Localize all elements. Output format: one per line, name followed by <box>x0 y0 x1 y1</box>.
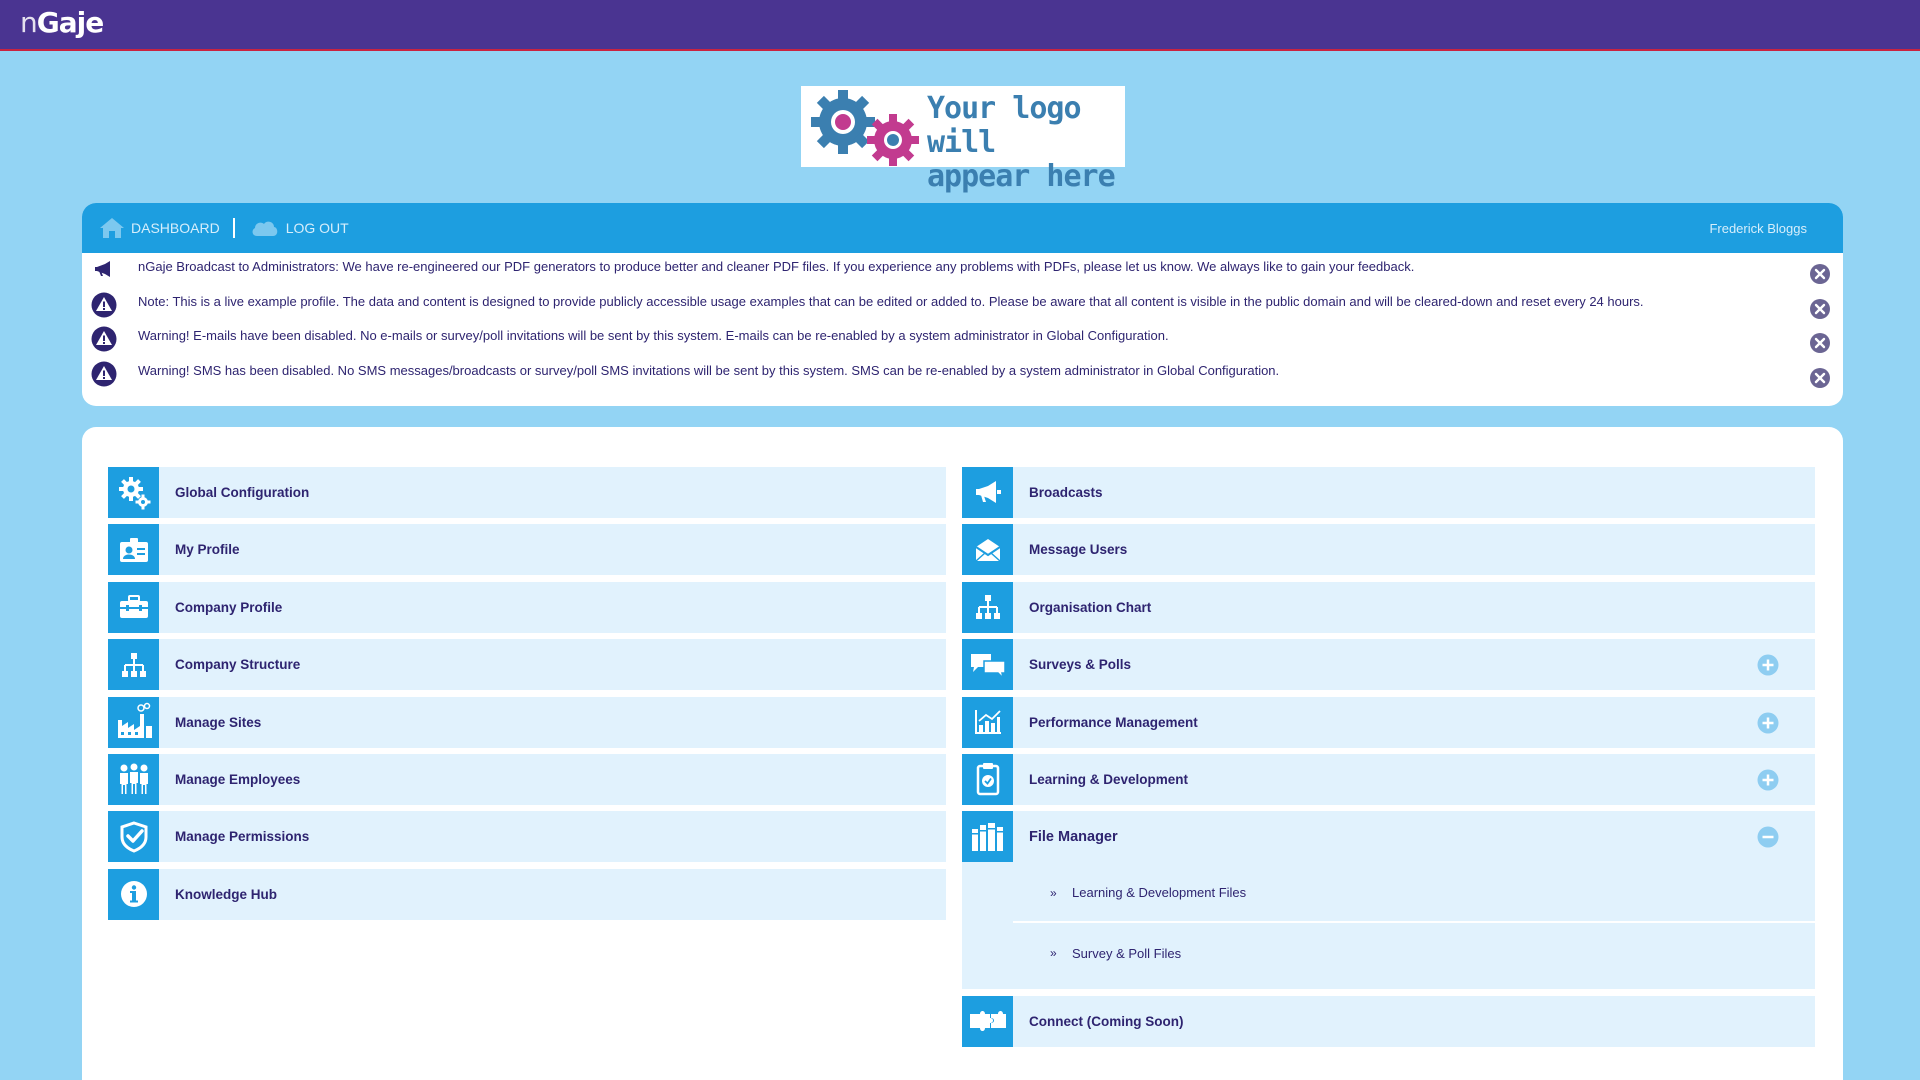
menu-label: Organisation Chart <box>1029 599 1152 615</box>
menu-label: Company Profile <box>175 599 283 615</box>
menu-manage-sites[interactable] <box>108 697 946 748</box>
submenu-label: Learning & Development Files <box>1072 885 1247 901</box>
files-icon <box>962 811 1013 862</box>
alert-text: Warning! E-mails have been disabled. No e-mails or survey/poll invitations will be sent by this system. E-mails can be re-enabled by a system administrator in Global Configuration. <box>138 328 1169 343</box>
menu-connect[interactable] <box>962 996 1815 1047</box>
menu-label: My Profile <box>175 542 240 558</box>
close-icon[interactable] <box>1809 298 1831 320</box>
menu-label: Connect (Coming Soon) <box>1029 1013 1184 1029</box>
alert-text: Note: This is a live example profile. The data and content is designed to provide publicly accessible usage examples that can be edited or added to. Please be aware that all content is visible in the public domain and will be cleared-down and reset every 24 hours. <box>138 293 1644 309</box>
menu-column-left <box>108 467 946 926</box>
shield-check-icon <box>108 811 159 862</box>
alert-item <box>82 288 1843 323</box>
alert-text: nGaje Broadcast to Administrators: We have re-engineered our PDF generators to produce better and cleaner PDF files. If you experience any problems with PDFs, please let us know. We always like to gain your feedback. <box>138 259 1415 274</box>
dashboard-label: DASHBOARD <box>131 220 220 236</box>
plus-circle-icon[interactable] <box>1757 712 1779 734</box>
logo-line-2: appear here <box>927 159 1115 194</box>
menu-label: Company Structure <box>175 657 301 673</box>
factory-icon <box>108 697 159 748</box>
menu-knowledge-hub[interactable] <box>108 869 946 920</box>
menu-label: Surveys & Polls <box>1029 657 1132 673</box>
company-logo-placeholder <box>801 86 1125 194</box>
file-manager-submenu <box>962 862 1815 989</box>
puzzle-icon <box>962 996 1013 1047</box>
menu-manage-permissions[interactable] <box>108 811 946 862</box>
brand-prefix: n <box>20 6 37 39</box>
envelope-icon <box>962 524 1013 575</box>
logo-line-1: Your logo will <box>927 91 1081 160</box>
menu-label: Knowledge Hub <box>175 886 277 902</box>
warning-icon <box>91 326 117 352</box>
id-card-icon <box>108 524 159 575</box>
menu-label: Manage Sites <box>175 714 262 730</box>
nav-separator <box>233 218 235 238</box>
menu-label: Global Configuration <box>175 485 310 500</box>
megaphone-icon <box>962 467 1013 518</box>
menu-label: Performance Management <box>1029 714 1198 730</box>
cloud-icon <box>250 218 280 238</box>
org-chart-icon <box>962 582 1013 633</box>
brand-name: Gaje <box>36 6 104 39</box>
chevron-right-icon: » <box>1050 946 1057 961</box>
menu-broadcasts[interactable] <box>962 467 1815 518</box>
alert-item <box>82 322 1843 357</box>
user-name[interactable]: Frederick Bloggs <box>1709 221 1807 236</box>
info-icon <box>108 869 159 920</box>
menu-label: Broadcasts <box>1029 485 1103 500</box>
megaphone-icon <box>91 257 117 283</box>
menu-label: Manage Employees <box>175 771 301 787</box>
menu-company-profile[interactable] <box>108 582 946 633</box>
home-icon <box>99 216 125 240</box>
logout-link[interactable] <box>250 218 349 238</box>
dashboard-link[interactable] <box>99 216 220 240</box>
menu-label: Learning & Development <box>1029 771 1189 787</box>
close-icon[interactable] <box>1809 332 1831 354</box>
chart-icon <box>962 697 1013 748</box>
main-menu-panel <box>82 427 1843 1080</box>
menu-label: Message Users <box>1029 542 1128 558</box>
warning-icon <box>91 292 117 318</box>
menu-surveys-polls[interactable] <box>962 639 1815 690</box>
hierarchy-icon <box>108 639 159 690</box>
menu-my-profile[interactable] <box>108 524 946 575</box>
top-bar <box>0 0 1920 51</box>
close-icon[interactable] <box>1809 367 1831 389</box>
submenu-label: Survey & Poll Files <box>1072 945 1182 961</box>
logout-label: LOG OUT <box>285 220 349 236</box>
chat-bubbles-icon <box>962 639 1013 690</box>
menu-learning-development[interactable] <box>962 754 1815 805</box>
menu-label: File Manager <box>1029 828 1118 845</box>
submenu-learning-development-files[interactable] <box>1013 864 1815 923</box>
plus-circle-icon[interactable] <box>1757 769 1779 791</box>
close-icon[interactable] <box>1809 263 1831 285</box>
menu-label: Manage Permissions <box>175 829 310 845</box>
submenu-survey-poll-files[interactable] <box>1013 923 1815 983</box>
logo-placeholder-text <box>927 92 1123 194</box>
gears-logo-icon <box>805 88 925 168</box>
plus-circle-icon[interactable] <box>1757 654 1779 676</box>
menu-performance-management[interactable] <box>962 697 1815 748</box>
brand-logo[interactable] <box>20 6 103 39</box>
warning-icon <box>91 361 117 387</box>
menu-file-manager[interactable] <box>962 811 1815 862</box>
minus-circle-icon[interactable] <box>1757 826 1779 848</box>
menu-message-users[interactable] <box>962 524 1815 575</box>
notification-panel <box>82 203 1843 406</box>
menu-global-configuration[interactable] <box>108 467 946 518</box>
alerts-list <box>82 253 1843 391</box>
people-icon <box>108 754 159 805</box>
menu-organisation-chart[interactable] <box>962 582 1815 633</box>
chevron-right-icon: » <box>1050 885 1057 900</box>
alert-item <box>82 357 1843 392</box>
alert-item <box>82 253 1843 288</box>
briefcase-icon <box>108 582 159 633</box>
menu-manage-employees[interactable] <box>108 754 946 805</box>
menu-company-structure[interactable] <box>108 639 946 690</box>
alert-text: Warning! SMS has been disabled. No SMS messages/broadcasts or survey/poll SMS invitations will be sent by this system. SMS can be re-enabled by a system administrator in Global Configuration. <box>138 362 1280 378</box>
gears-icon <box>108 467 159 518</box>
nav-bar <box>82 203 1843 253</box>
menu-column-right <box>962 467 1815 1053</box>
clipboard-icon <box>962 754 1013 805</box>
